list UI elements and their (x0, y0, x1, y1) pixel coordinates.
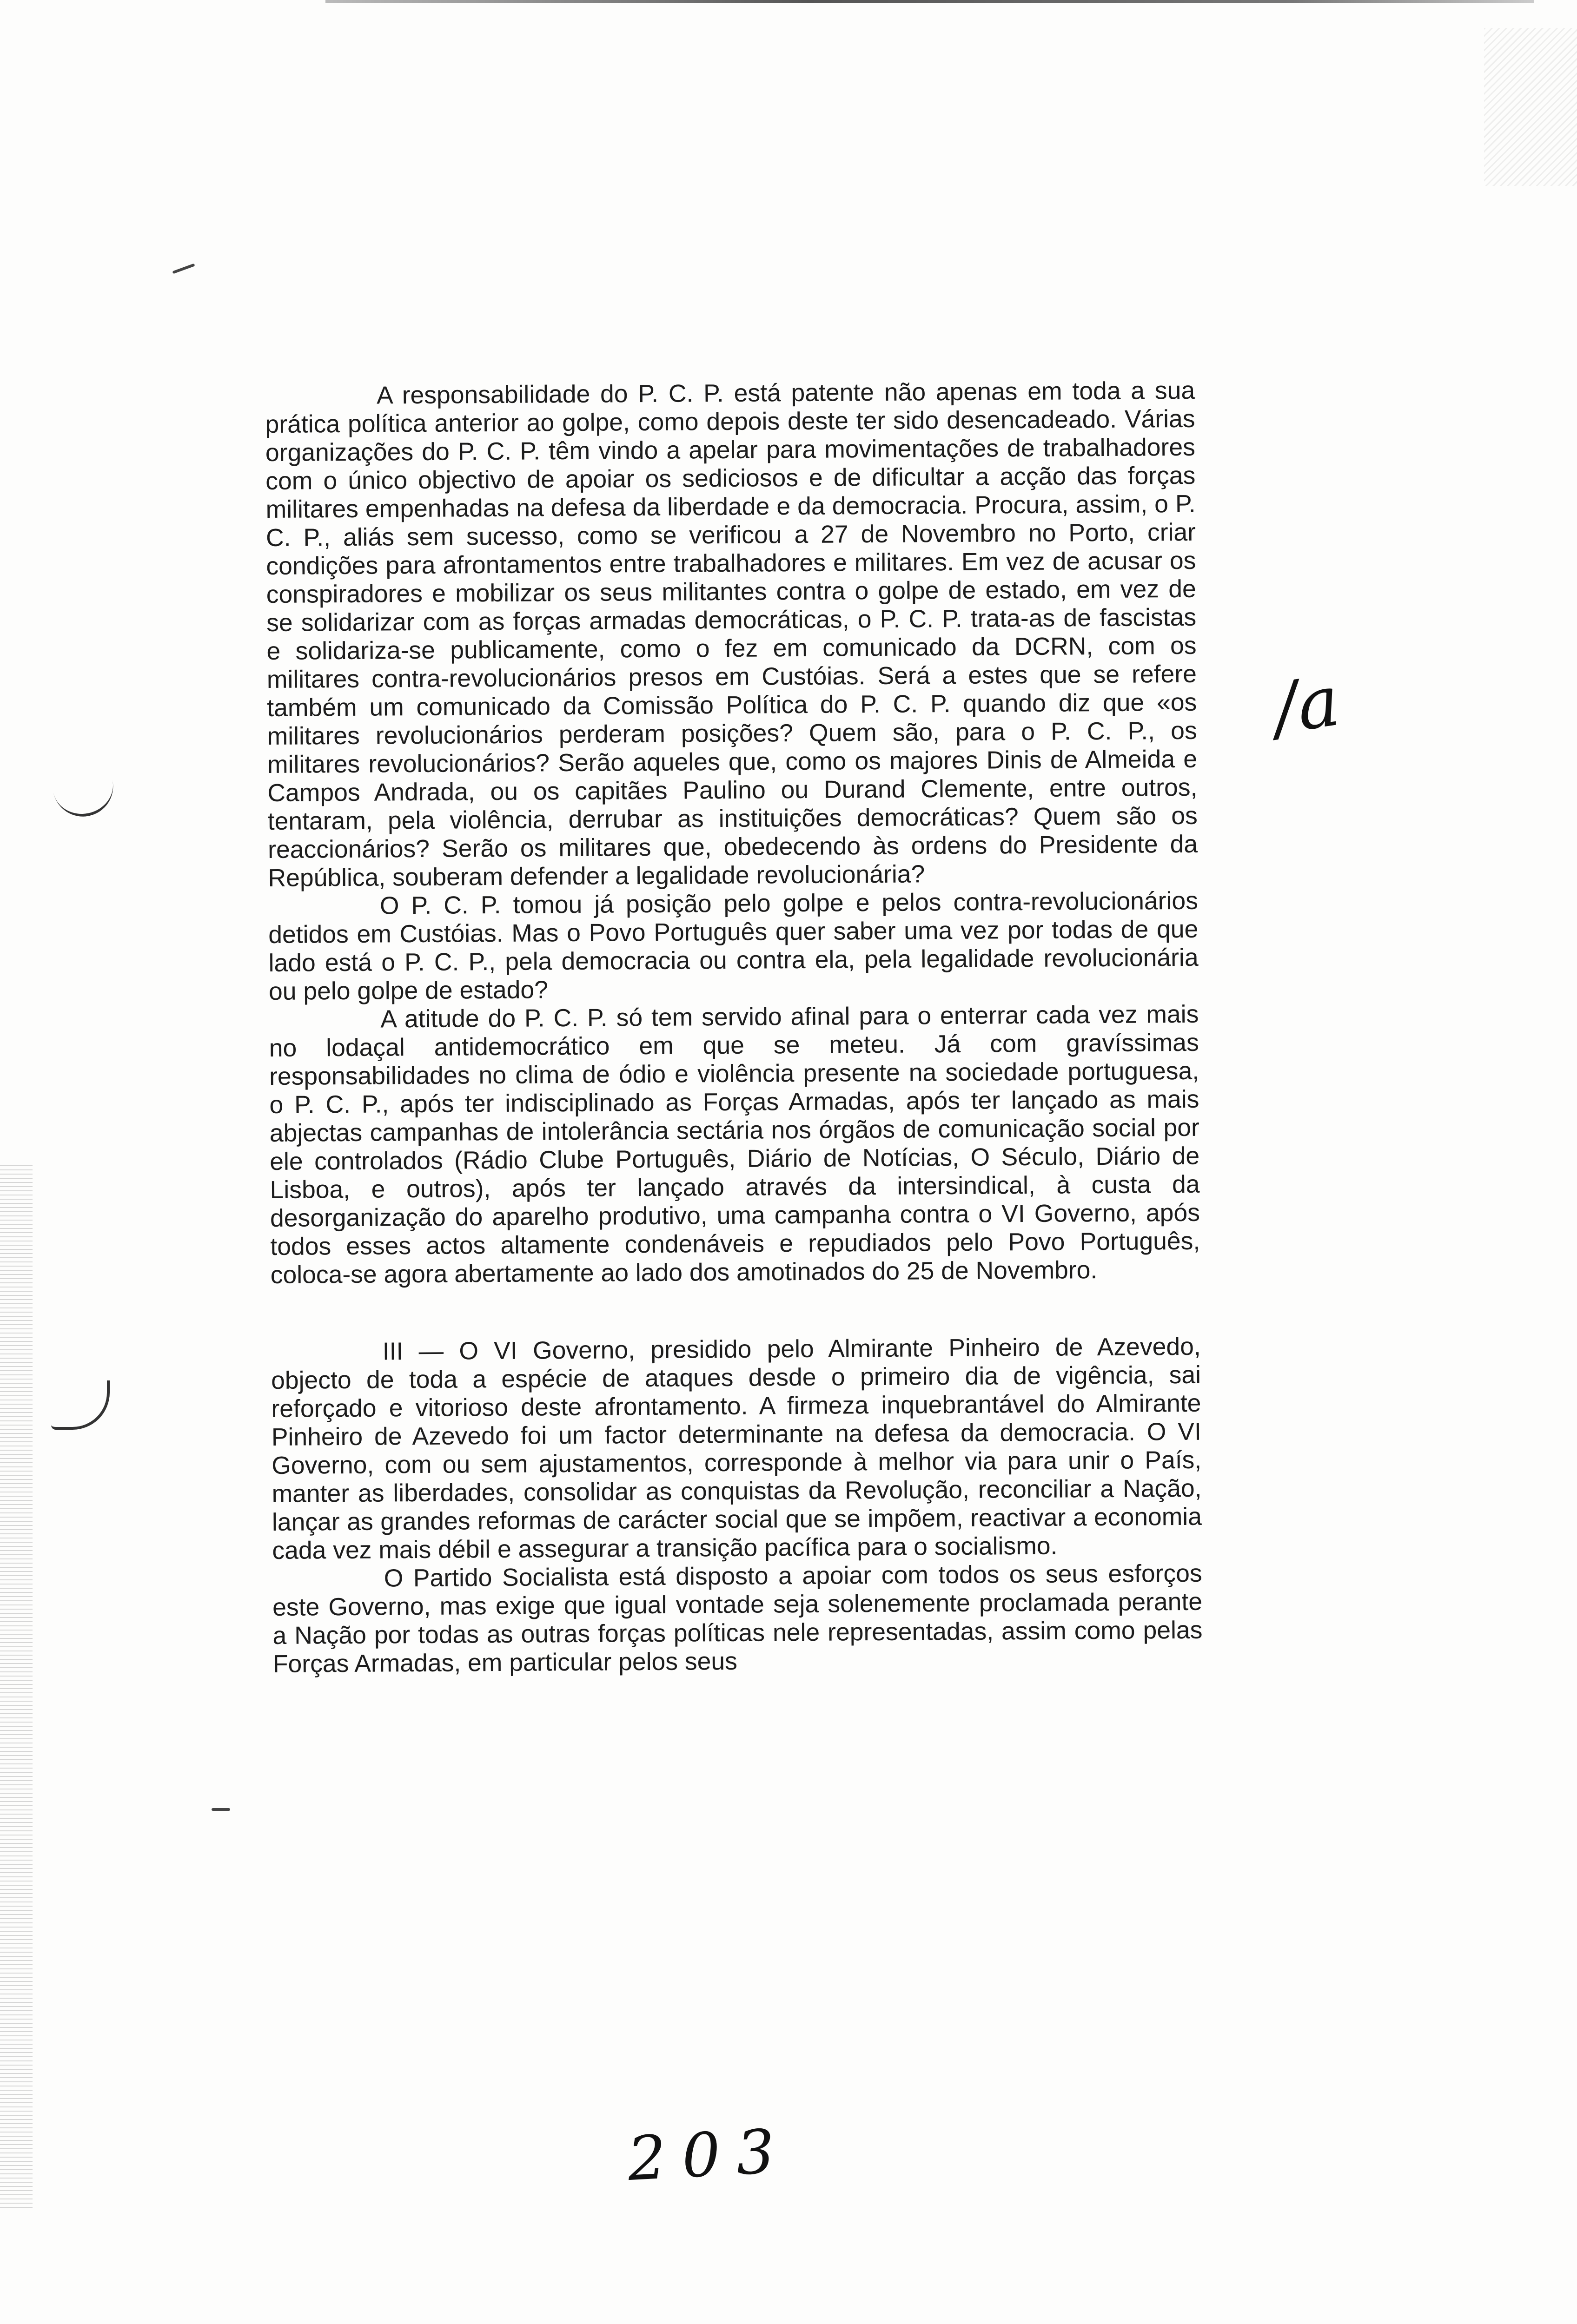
scan-binding-edge (0, 1162, 33, 2208)
handwritten-page-number: 203 (626, 2115, 792, 2195)
paragraph: III — O VI Governo, presidido pelo Almirante Pinheiro de Azevedo, objecto de toda a espécie de ataques desde o primeiro dia de vigência, sai reforçado e vitorioso deste afrontamento. A firmeza inquebrantável do Almirante Pinheiro de Azevedo foi um factor determinante na defesa da democracia. O VI Governo, com ou sem ajustamentos, corresponde à melhor via para unir o País, manter as liberdades, consolidar as conquistas da Revolução, reconciliar a Nação, lançar as grandes reformas de carácter social que se impõem, reactivar a economia cada vez mais débil e assegurar a transição pacífica para o socialismo. (271, 1333, 1202, 1565)
handwritten-annotation: /a (1268, 660, 1345, 750)
paragraph: A atitude do P. C. P. só tem servido afinal para o enterrar cada vez mais no lodaçal antidemocrático em que se meteu. Já com gravíssimas responsabilidades no clima de ódio e violência presente na sociedade portuguesa, o P. C. P., após ter indisciplinado as Forças Armadas, após ter lançado as mais abjectas campanhas de intolerância sectária nos órgãos de comunicação social por ele controlados (Rádio Clube Português, Diário de Notícias, O Século, Diário de Lisboa, e outros), após ter lançado através da intersindical, à custa da desorganização do aparelho produtivo, uma campanha contra o VI Governo, após todos esses actos altamente condenáveis e repudiados pelo Povo Português, coloca-se agora abertamente ao lado dos amotinados do 25 de Novembro. (269, 1000, 1200, 1289)
stray-mark (172, 264, 195, 274)
paragraph: A responsabilidade do P. C. P. está patente não apenas em toda a sua prática política anterior ao golpe, como depois deste ter sido desencadeado. Várias organizações do P. C. P. têm vindo a apelar para movimentações de trabalhadores com o único objectivo de apoiar os sediciosos e de dificultar a acção das forças militares empenhadas na defesa da liberdade e da democracia. Procura, assim, o P. C. P., aliás sem sucesso, como se verificou a 27 de Novembro no Porto, criar condições para afrontamentos entre trabalhadores e militares. Em vez de acusar os conspiradores e mobilizar os seus militantes contra o golpe de estado, em vez de se solidarizar com as forças armadas democráticas, o P. C. P. trata-as de fascistas e solidariza-se publicamente, como o fez em comunicado da DCRN, com os militares contra-revolucionários presos em Custóias. Será a estes que se refere também um comunicado da Comissão Política do P. C. P. quando diz que «os militares revolucionários perderam posições? Quem são, para o P. C. P., os militares revolucionários? Serão aqueles que, como os majores Dinis de Almeida e Campos Andrada, ou os capitães Paulino ou Durand Clemente, entre outros, tentaram, pela violência, derrubar as instituições democráticas? Quem são os reaccionários? Serão os militares que, obedecendo às ordens do Presidente da República, souberam defender a legalidade revolucionária? (265, 376, 1198, 892)
stray-mark (212, 1808, 230, 1811)
paragraph: O P. C. P. tomou já posição pelo golpe e pelos contra-revolucionários detidos em Custóias. Mas o Povo Português quer saber uma vez por todas de que lado está o P. C. P., pela democracia ou contra ela, pela legalidade revolucionária ou pelo golpe de estado? (268, 887, 1199, 1005)
punch-hole-mark (53, 779, 119, 822)
paragraph: O Partido Socialista está disposto a apoiar com todos os seus esforços este Governo, mas exige que igual vontade seja solenemente proclamada perante a Nação por todas as outras forças políticas nele representadas, assim como pelas Forças Armadas, em particular pelos seus (272, 1559, 1203, 1678)
scan-top-rule (325, 0, 1534, 3)
punch-hole-mark (51, 1380, 110, 1430)
document-body (265, 376, 1203, 1678)
scan-edge-noise (1484, 28, 1577, 186)
